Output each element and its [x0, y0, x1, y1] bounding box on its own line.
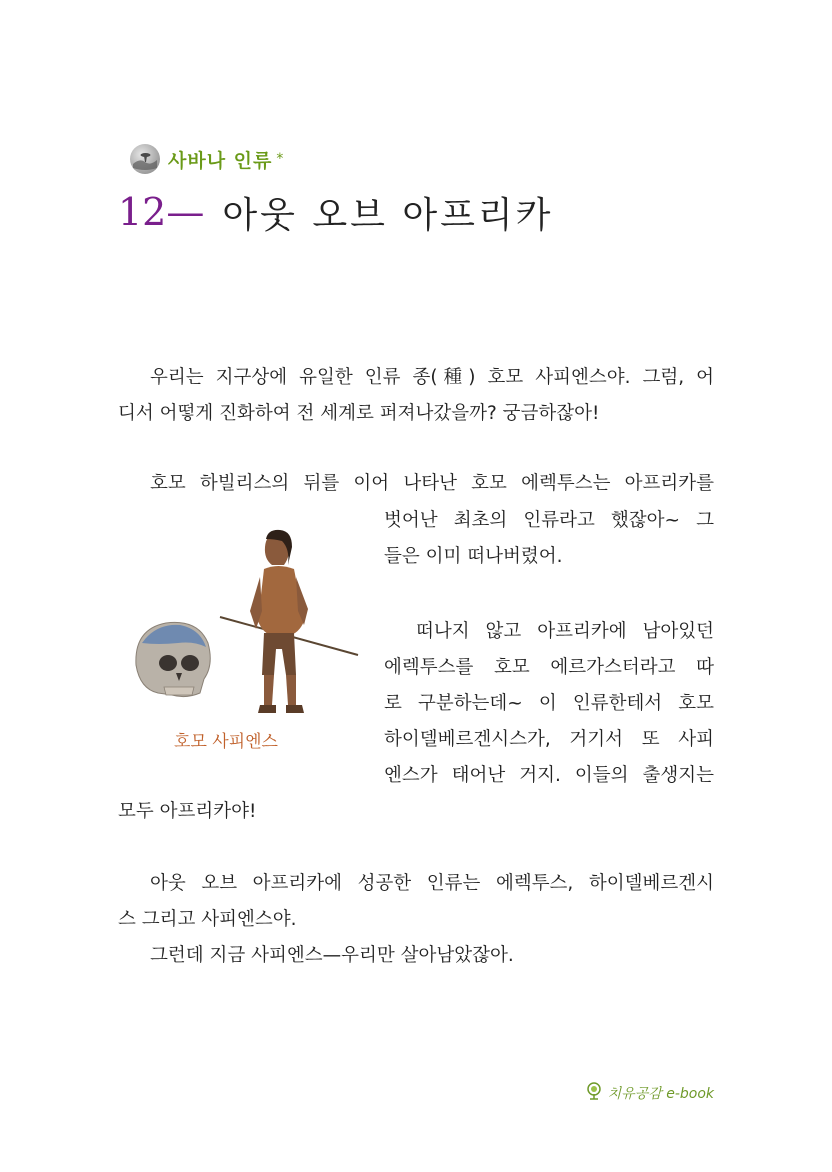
- paragraph-1-line-1: 우리는 지구상에 유일한 인류 종(種) 호모 사피엔스야. 그럼, 어: [150, 367, 714, 388]
- homo-sapiens-illustration: [128, 525, 360, 725]
- skull-icon: [136, 622, 210, 696]
- paragraph-3-line-5: 엔스가 태어난 거지. 이들의 출생지는: [384, 765, 714, 786]
- paragraph-3-line-1: 떠나지 않고 아프리카에 남아있던: [416, 621, 714, 642]
- paragraph-2-line-2: 벗어난 최초의 인류라고 했잖아~ 그: [384, 510, 714, 531]
- paragraph-1-line-2: 디서 어떻게 진화하여 전 세계로 퍼져나갔을까? 궁금하잖아!: [118, 403, 600, 424]
- chapter-title-text: 아웃 오브 아프리카: [222, 194, 554, 236]
- paragraph-3-line-6: 모두 아프리카야!: [118, 801, 257, 822]
- paragraph-3-line-3: 로 구분하는데~ 이 인류한테서 호모: [384, 693, 714, 714]
- paragraph-2-line-3: 들은 이미 떠나버렸어.: [384, 546, 563, 567]
- series-mark: *: [276, 151, 284, 167]
- footer-brand: [585, 1082, 714, 1104]
- footer-text: 치유공감 e-book: [607, 1086, 714, 1102]
- series-header: [130, 142, 283, 176]
- savanna-landscape-icon: [130, 144, 160, 174]
- human-figure-icon: [250, 530, 308, 713]
- paragraph-4-line-1: 아웃 오브 아프리카에 성공한 인류는 에렉투스, 하이델베르겐시: [150, 873, 714, 894]
- figure-caption: 호모 사피엔스: [174, 732, 278, 752]
- chapter-title: [118, 182, 553, 242]
- tree-logo-icon: [585, 1082, 603, 1104]
- paragraph-4-line-2: 스 그리고 사피엔스야.: [118, 909, 297, 930]
- paragraph-3-line-4: 하이델베르겐시스가, 거기서 또 사피: [384, 729, 714, 750]
- series-label: 사바나 인류: [168, 149, 273, 172]
- paragraph-3-line-2: 에렉투스를 호모 에르가스터라고 따: [384, 657, 714, 678]
- paragraph-5-line-1: 그런데 지금 사피엔스—우리만 살아남았잖아.: [150, 945, 514, 966]
- paragraph-2-line-1: 호모 하빌리스의 뒤를 이어 나타난 호모 에렉투스는 아프리카를: [150, 473, 714, 494]
- chapter-number: 12—: [118, 190, 205, 234]
